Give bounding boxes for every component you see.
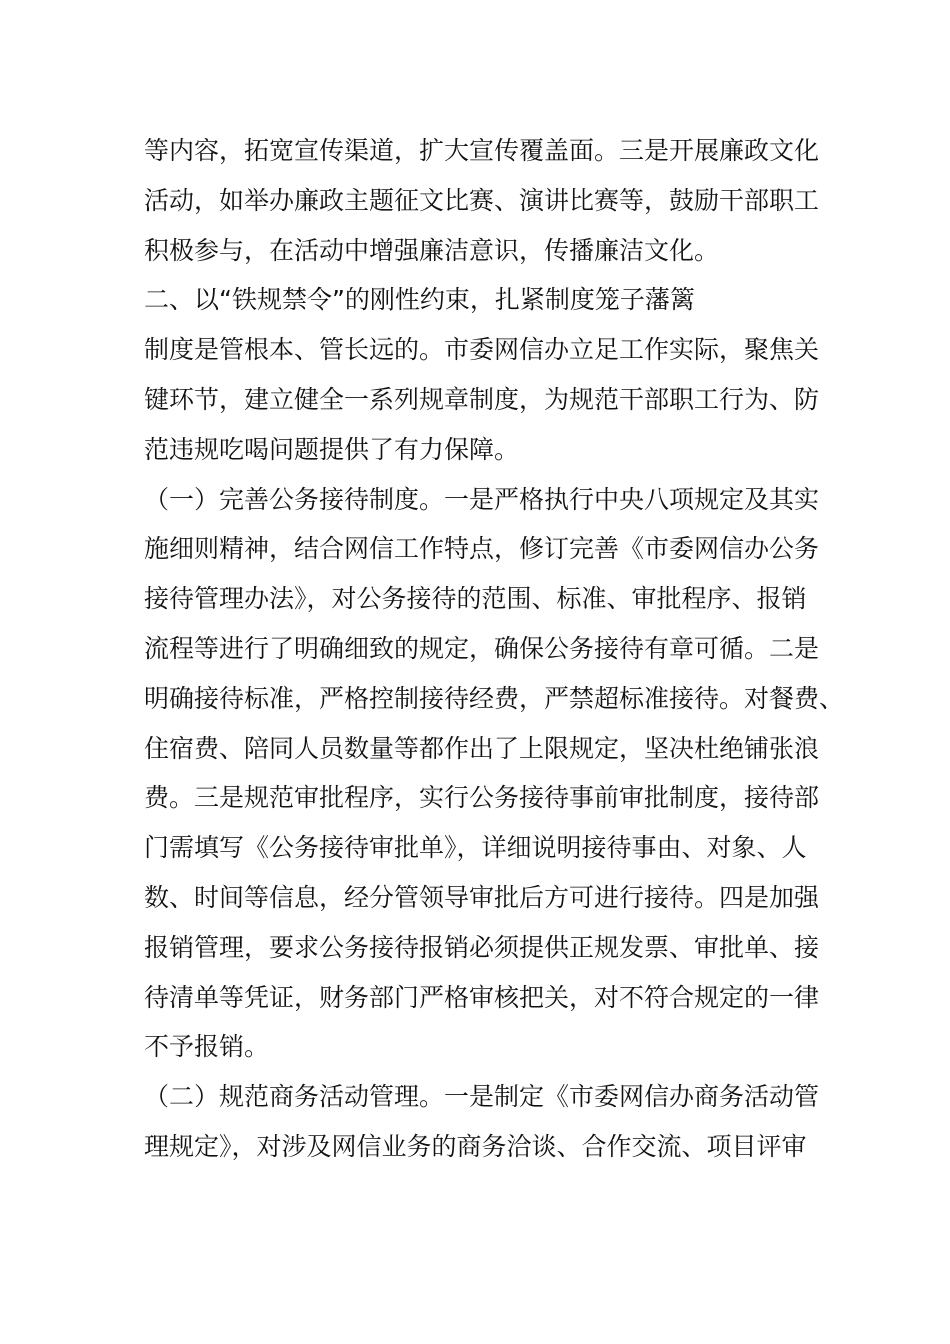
- text-line: 报销管理，要求公务接待报销必须提供正规发票、审批单、接: [144, 932, 820, 962]
- text-line: 不予报销。: [144, 1032, 270, 1062]
- paragraph-publicity: [144, 126, 820, 275]
- text-line: 门需填写《公务接待审批单》，详细说明接待事由、对象、人: [144, 833, 807, 863]
- text-line: 接待管理办法》，对公务接待的范围、标准、审批程序、报销: [144, 584, 807, 614]
- text-line: 住宿费、陪同人员数量等都作出了上限规定，坚决杜绝铺张浪: [144, 733, 820, 763]
- text-line: 等内容，拓宽宣传渠道，扩大宣传覆盖面。三是开展廉政文化: [144, 136, 820, 165]
- text-line: 待清单等凭证，财务部门严格审核把关，对不符合规定的一律: [144, 982, 820, 1012]
- text-line: （一）完善公务接待制度。一是严格执行中央八项规定及其实: [144, 484, 820, 514]
- text-line: 施细则精神，结合网信工作特点，修订完善《市委网信办公务: [144, 534, 820, 564]
- paragraph-reception-system: [144, 475, 845, 1073]
- text-line: 积极参与，在活动中增强廉洁意识，传播廉洁文化。: [144, 235, 720, 265]
- text-line: 范违规吃喝问题提供了有力保障。: [144, 434, 520, 464]
- heading-line: 二、以“铁规禁令”的刚性约束，扎紧制度笼子藩篱: [144, 285, 695, 315]
- text-line: （二）规范商务活动管理。一是制定《市委网信办商务活动管: [144, 1082, 820, 1112]
- paragraph-business-activity: [144, 1072, 820, 1172]
- paragraph-system-intro: [144, 325, 820, 474]
- text-line: 流程等进行了明确细致的规定，确保公务接待有章可循。二是: [144, 633, 820, 663]
- text-line: 数、时间等信息，经分管领导审批后方可进行接待。四是加强: [144, 882, 820, 912]
- text-line: 明确接待标准，严格控制接待经费，严禁超标准接待。对餐费、: [144, 683, 845, 713]
- text-line: 键环节，建立健全一系列规章制度，为规范干部职工行为、防: [144, 384, 820, 414]
- text-line: 活动，如举办廉政主题征文比赛、演讲比赛等，鼓励干部职工: [144, 185, 820, 215]
- section-heading: [144, 275, 794, 325]
- text-line: 费。三是规范审批程序，实行公务接待事前审批制度，接待部: [144, 783, 820, 813]
- document-page: [144, 126, 845, 1172]
- text-line: 理规定》，对涉及网信业务的商务洽谈、合作交流、项目评审: [144, 1131, 807, 1161]
- text-line: 制度是管根本、管长远的。市委网信办立足工作实际，聚焦关: [144, 335, 820, 365]
